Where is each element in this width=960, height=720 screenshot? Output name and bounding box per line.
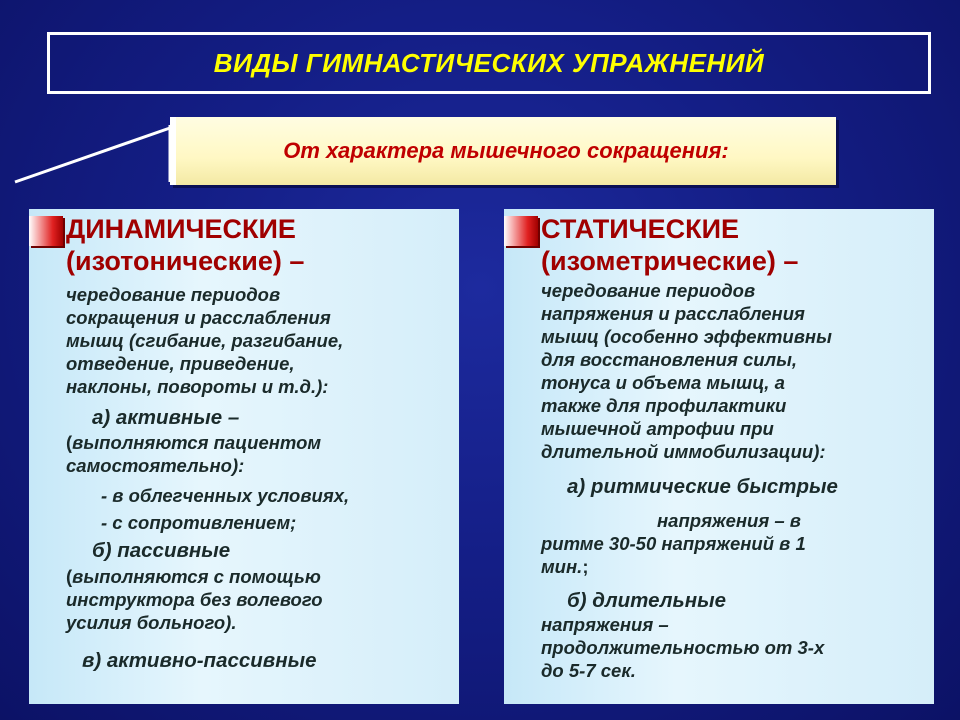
- static-desc-line-4: для восстановления силы,: [541, 349, 798, 370]
- static-desc-line-8: длительной иммобилизации):: [541, 441, 826, 462]
- rhythmic-desc-line-1: напряжения – в: [657, 510, 801, 531]
- static-subheading: (изометрические) –: [541, 246, 799, 276]
- static-desc-line-5: тонуса и объема мышц, а: [541, 372, 785, 393]
- long-desc-line-3: до 5-7 сек.: [541, 660, 636, 681]
- static-heading: СТАТИЧЕСКИЕ: [541, 214, 740, 244]
- dynamic-panel: [29, 209, 459, 704]
- static-desc-line-2: напряжения и расслабления: [541, 303, 805, 324]
- static-desc-line-6: также для профилактики: [541, 395, 787, 416]
- dynamic-desc-line-4: отведение, приведение,: [66, 353, 295, 374]
- dynamic-desc-line-5: наклоны, повороты и т.д.):: [66, 376, 329, 397]
- dynamic-heading: ДИНАМИЧЕСКИЕ: [66, 214, 296, 244]
- static-desc-line-3: мышц (особенно эффективны: [541, 326, 832, 347]
- passive-desc-line-1: (выполняются с помощью: [66, 566, 321, 587]
- rhythmic-desc-line-2: ритме 30-50 напряжений в 1: [541, 533, 806, 554]
- red-square-bullet-icon: [29, 216, 63, 246]
- static-panel: [504, 209, 934, 704]
- active-item-2: - с сопротивлением;: [101, 512, 297, 533]
- active-desc-line-1: (выполняются пациентом: [66, 432, 322, 453]
- active-item-1: - в облегченных условиях,: [101, 485, 350, 506]
- connector-line: [10, 120, 180, 190]
- dynamic-desc-line-2: сокращения и расслабления: [66, 307, 331, 328]
- active-passive-heading: в) активно-пассивные: [82, 649, 317, 672]
- long-desc-line-2: продолжительностью от 3-х: [541, 637, 825, 658]
- title-box: [47, 32, 931, 94]
- dynamic-desc-line-3: мышц (сгибание, разгибание,: [66, 330, 344, 351]
- page-title: ВИДЫ ГИМНАСТИЧЕСКИХ УПРАЖНЕНИЙ: [213, 47, 765, 78]
- dynamic-subheading: (изотонические) –: [66, 246, 305, 276]
- static-desc-line-7: мышечной атрофии при: [541, 418, 774, 439]
- dynamic-desc-line-1: чередование периодов: [66, 284, 281, 305]
- long-heading: б) длительные: [567, 589, 726, 612]
- long-desc-line-1: напряжения –: [541, 614, 669, 635]
- active-desc-line-2: самостоятельно):: [66, 455, 245, 476]
- active-heading: а) активные –: [92, 406, 240, 429]
- subtitle-box: [170, 117, 836, 185]
- rhythmic-heading: а) ритмические быстрые: [567, 475, 838, 498]
- rhythmic-desc-line-3: мин.;: [541, 556, 589, 577]
- subtitle: От характера мышечного сокращения:: [283, 138, 729, 163]
- static-desc-line-1: чередование периодов: [541, 280, 756, 301]
- passive-desc-line-3: усилия больного).: [66, 612, 237, 633]
- passive-desc-line-2: инструктора без волевого: [66, 589, 323, 610]
- red-square-bullet-icon: [504, 216, 538, 246]
- passive-heading: б) пассивные: [92, 539, 231, 562]
